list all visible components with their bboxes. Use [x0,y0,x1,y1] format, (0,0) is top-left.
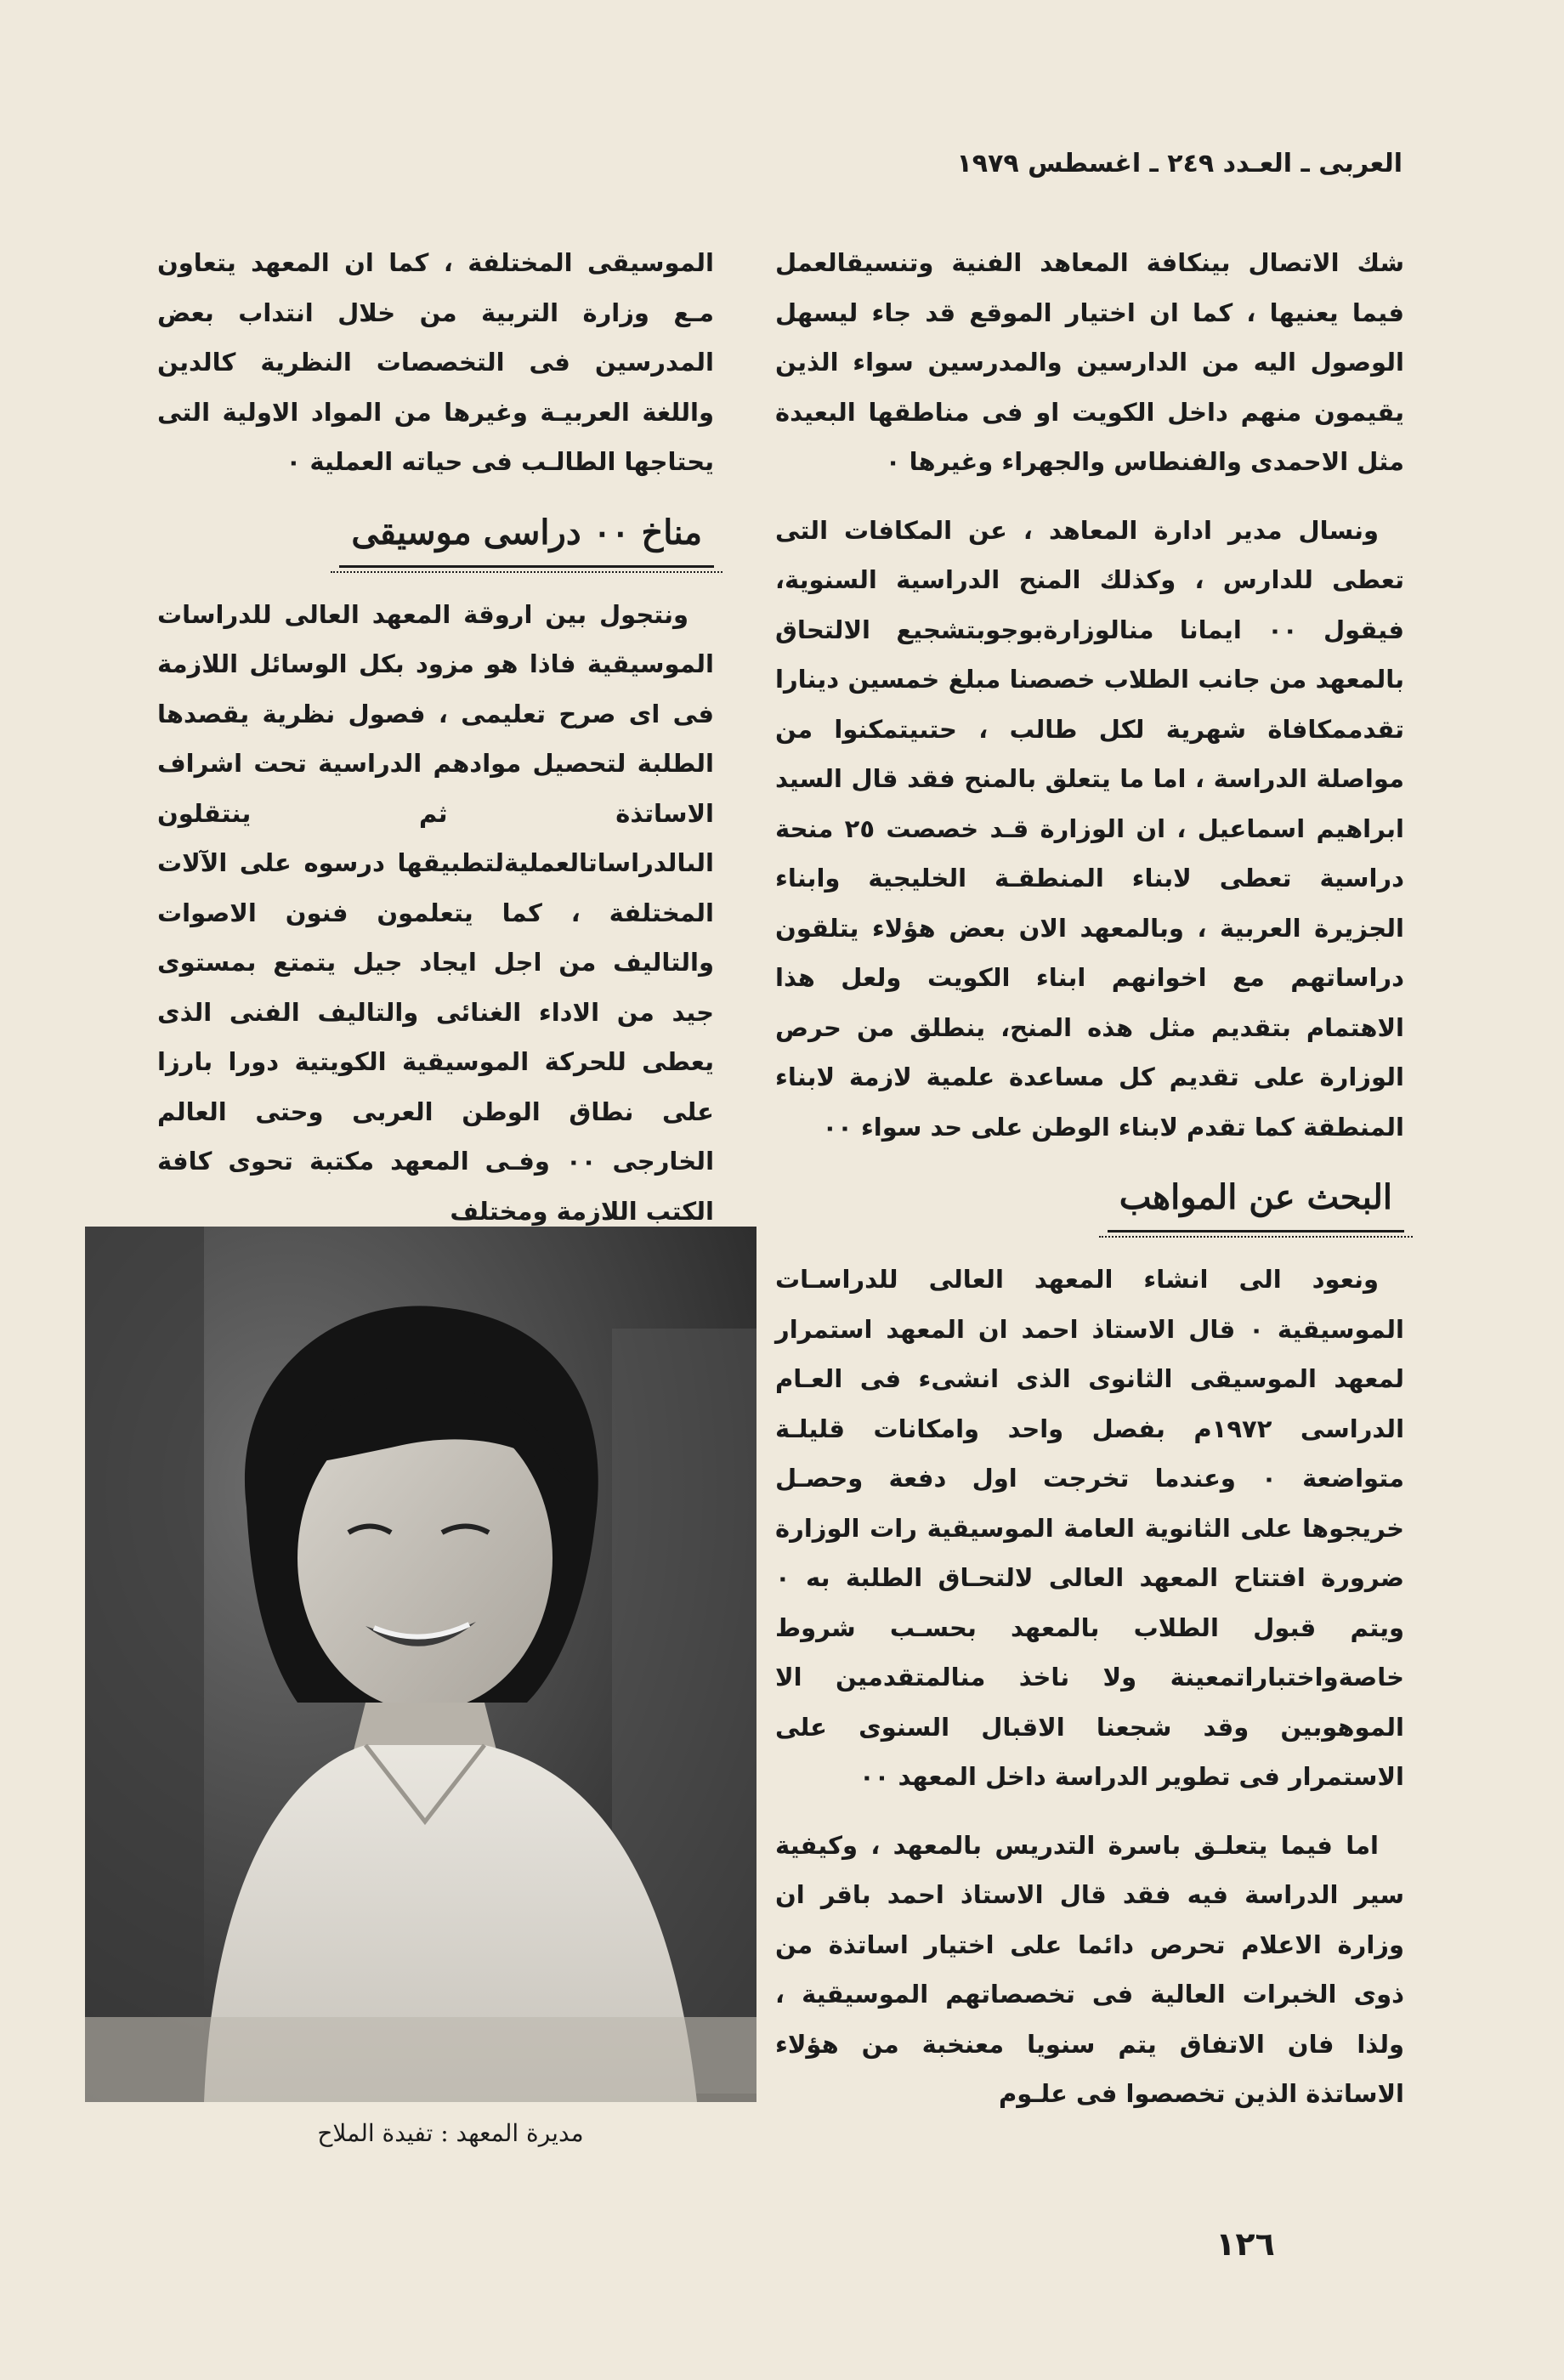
left-column [157,238,714,1255]
portrait-illustration [85,1227,756,2102]
paragraph: الموسيقى المختلفة ، كما ان المعهد يتعاون مـع وزارة التربية من خلال انتداب بعض المدرسين فى التخصصات النظرية كالدين واللغة العربيـة وغيرها من المواد الاولية التى يحتاجها الطالـب فى حياته العملية ٠ [157,248,714,476]
paragraph: ونعود الى انشاء المعهد العالى للدراسـات الموسيقية ٠ قال الاستاذ احمد ان المعهد استمرار لمعهد الموسيقى الثانوى الذى انشىء فى العـام الدراسى ١٩٧٢م بفصل واحد وامكانات قليلـة متواضعة ٠ وعندما تخرجت اول دفعة وحصـل خريجوها على الثانوية العامة الموسيقية رات الوزارة ضرورة افتتاح المعهد العالى لالتحـاق الطلبة به ٠ ويتم قبول الطلاب بالمعهد بحسـب شروط خاصةواختباراتمعينة ولا ناخذ منالمتقدمين الا الموهوبين وقد شجعنا الاقبال السنوى على الاستمرار فى تطوير الدراسة داخل المعهد ٠٠ [775,1265,1405,1791]
portrait-photo [85,1227,756,2102]
paragraph: شك الاتصال بينكافة المعاهد الفنية وتنسيقالعمل فيما يعنيها ، كما ان اختيار الموقع قد جاء ليسهل الوصول اليه من الدارسين والمدرسين سواء الذين يقيمون منهم داخل الكويت او فى مناطقها البعيدة مثل الاحمدى والفنطاس والجهراء وغيرها ٠ [775,248,1404,476]
running-header: العربى ـ العـدد ٢٤٩ ـ اغسطس ١٩٧٩ [956,149,1402,178]
section-heading-text: البحث عن المواهب [1108,1170,1404,1232]
section-heading [157,506,714,568]
page-number: ١٢٦ [1216,2225,1275,2263]
photo-caption: مديرة المعهد : تفيدة الملاح [317,2119,584,2147]
paragraph: اما فيما يتعلـق باسرة التدريس بالمعهد ، وكيفية سير الدراسة فيه فقد قال الاستاذ احمد باقر ان وزارة الاعلام تحرص دائما على اختيار اساتذة من ذوى الخبرات العالية فى تخصصاتهم الموسيقية ، ولذا فان الاتفاق يتم سنويا معنخبة من هؤلاء الاساتذة الذين تخصصوا فى علـوم [775,1830,1404,2108]
paragraph: ونسال مدير ادارة المعاهد ، عن المكافات التى تعطى للدارس ، وكذلك المنح الدراسية السنوية، فيقول ٠٠ ايمانا منالوزارةبوجوبتشجيع الالتحاق بالمعهد من جانب الطلاب خصصنا مبلغ خمسين دينارا تقدممكافاة شهرية لكل طالب ، حتىيتمكنوا من مواصلة الدراسة ، اما ما يتعلق بالمنح فقد قال السيد ابراهيم اسماعيل ، ان الوزارة قـد خصصت ٢٥ منحة دراسية تعطى لابناء المنطقـة الخليجية وابناء الجزيرة العربية ، وبالمعهد الان بعض هؤلاء يتلقون دراساتهم مع اخوانهم ابناء الكويت ولعل هذا الاهتمام بتقديم مثل هذه المنح، ينطلق من حرص الوزارة على تقديم كل مساعدة علمية لازمة لابناء المنطقة كما تقدم لابناء الوطن على حد سواء ٠٠ [775,515,1404,1142]
section-heading [775,1170,1404,1232]
paragraph: ونتجول بين اروقة المعهد العالى للدراسات الموسيقية فاذا هو مزود بكل الوسائل اللازمة فى اى صرح تعليمى ، فصول نظرية يقصدها الطلبة لتحصيل موادهم الدراسية تحت اشراف الاساتذة ثم ينتقلون الىالدراساتالعمليةلتطبيقها درسوه على الآلات المختلفة ، كما يتعلمون فنون الاصوات والتاليف من اجل ايجاد جيل يتمتع بمستوى جيد من الاداء الغنائى والتاليف الفنى الذى يعطى للحركة الموسيقية الكويتية دورا بارزا على نطاق الوطن العربى وحتى العالم الخارجى ٠٠ وفـى المعهد مكتبة تحوى كافة الكتب اللازمة ومختلف [157,599,715,1226]
section-heading-text: مناخ ٠٠ دراسى موسيقى [339,506,714,568]
right-column [775,238,1404,2138]
